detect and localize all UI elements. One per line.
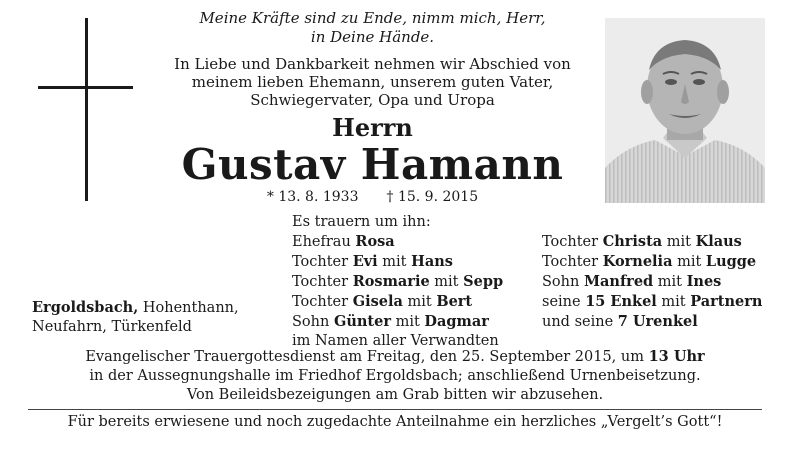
mourners-column-1 bbox=[292, 213, 503, 351]
verse bbox=[150, 9, 595, 47]
entry-text: Tochter bbox=[542, 254, 603, 270]
location-text: Hohenthann, bbox=[138, 300, 239, 316]
mourner-entry bbox=[542, 312, 762, 332]
entry-name: Manfred bbox=[583, 273, 654, 290]
entry-text: Ehefrau bbox=[292, 234, 356, 250]
entry-text: mit bbox=[429, 274, 464, 290]
service-info bbox=[40, 347, 750, 405]
entry-name: Rosa bbox=[355, 233, 395, 250]
location bbox=[32, 298, 239, 337]
entry-name: Kornelia bbox=[602, 253, 673, 270]
entry-name: Klaus bbox=[695, 233, 742, 250]
death-date: † 15. 9. 2015 bbox=[386, 189, 479, 205]
cross-horizontal bbox=[38, 86, 133, 89]
mourner-entry bbox=[292, 292, 503, 312]
mourner-entry bbox=[292, 232, 503, 252]
service-time: 13 Uhr bbox=[648, 348, 705, 365]
entry-name: Bert bbox=[436, 293, 473, 310]
entry-text: mit bbox=[653, 274, 687, 290]
service-line: in der Aussegnungshalle im Friedhof Ergoldsbach; anschließend Urnenbeisetzung. bbox=[89, 368, 701, 384]
entry-text: Sohn bbox=[292, 314, 334, 330]
location-line bbox=[32, 298, 239, 318]
entry-text: mit bbox=[662, 234, 696, 250]
entry-text: mit bbox=[656, 294, 691, 310]
dates bbox=[150, 188, 595, 206]
entry-name: Ines bbox=[686, 273, 722, 290]
intro-line: In Liebe und Dankbarkeit nehmen wir Abschied von bbox=[174, 55, 571, 73]
entry-text: mit bbox=[390, 314, 425, 330]
portrait-image bbox=[605, 18, 765, 203]
entry-name: Partnern bbox=[690, 293, 763, 310]
entry-text: Tochter bbox=[542, 234, 603, 250]
entry-text: mit bbox=[402, 294, 437, 310]
entry-name: 15 Enkel bbox=[585, 293, 657, 310]
entry-name: Sepp bbox=[463, 273, 504, 290]
service-line: Von Beileidsbezeigungen am Grab bitten wir abzusehen. bbox=[186, 387, 604, 403]
location-line: Neufahrn, Türkenfeld bbox=[32, 319, 192, 335]
entry-text: Tochter bbox=[292, 294, 353, 310]
divider bbox=[28, 409, 762, 410]
birth-date: * 13. 8. 1933 bbox=[266, 189, 359, 205]
entry-name: Rosmarie bbox=[352, 273, 430, 290]
location-town: Ergoldsbach, bbox=[32, 299, 139, 316]
entry-name: 7 Urenkel bbox=[617, 313, 698, 330]
mourner-entry bbox=[542, 232, 762, 252]
salutation: Herrn bbox=[332, 113, 413, 142]
entry-text: Tochter bbox=[292, 274, 353, 290]
entry-name: Günter bbox=[333, 313, 391, 330]
entry-name: Evi bbox=[352, 253, 378, 270]
intro-line: meinem lieben Ehemann, unserem guten Vater, bbox=[191, 73, 554, 91]
entry-text: im Namen aller Verwandten bbox=[292, 333, 499, 349]
mourner-entry bbox=[542, 272, 762, 292]
thanks-line: Für bereits erwiesene und noch zugedachte Anteilnahme ein herzliches „Vergelt’s Gott“! bbox=[67, 414, 723, 430]
mourner-entry bbox=[292, 272, 503, 292]
mourners-column-2 bbox=[542, 232, 762, 332]
entry-name: Gisela bbox=[352, 293, 403, 310]
entry-name: Dagmar bbox=[424, 313, 489, 330]
entry-text: seine bbox=[542, 294, 586, 310]
entry-text: mit bbox=[672, 254, 706, 270]
mourner-entry bbox=[542, 292, 762, 312]
mourner-entry bbox=[542, 252, 762, 272]
entry-text: Sohn bbox=[542, 274, 584, 290]
mourners-heading: Es trauern um ihn: bbox=[292, 214, 431, 230]
service-text: Evangelischer Trauergottesdienst am Freitag, den 25. September 2015, um bbox=[85, 349, 649, 365]
verse-line: in Deine Hände. bbox=[310, 28, 435, 46]
entry-name: Hans bbox=[411, 253, 453, 270]
intro bbox=[150, 55, 595, 109]
entry-text: mit bbox=[377, 254, 412, 270]
verse-line: Meine Kräfte sind zu Ende, nimm mich, Herr, bbox=[199, 9, 546, 27]
deceased-name: Gustav Hamann bbox=[181, 140, 564, 189]
entry-text: Tochter bbox=[292, 254, 353, 270]
entry-name: Lugge bbox=[705, 253, 757, 270]
mourner-entry bbox=[292, 312, 503, 332]
entry-text: und seine bbox=[542, 314, 618, 330]
mourner-entry bbox=[292, 252, 503, 272]
portrait-photo bbox=[605, 18, 765, 203]
cross-vertical bbox=[85, 18, 88, 201]
entry-name: Christa bbox=[602, 233, 663, 250]
service-line bbox=[40, 347, 750, 367]
intro-line: Schwiegervater, Opa und Uropa bbox=[250, 91, 495, 109]
